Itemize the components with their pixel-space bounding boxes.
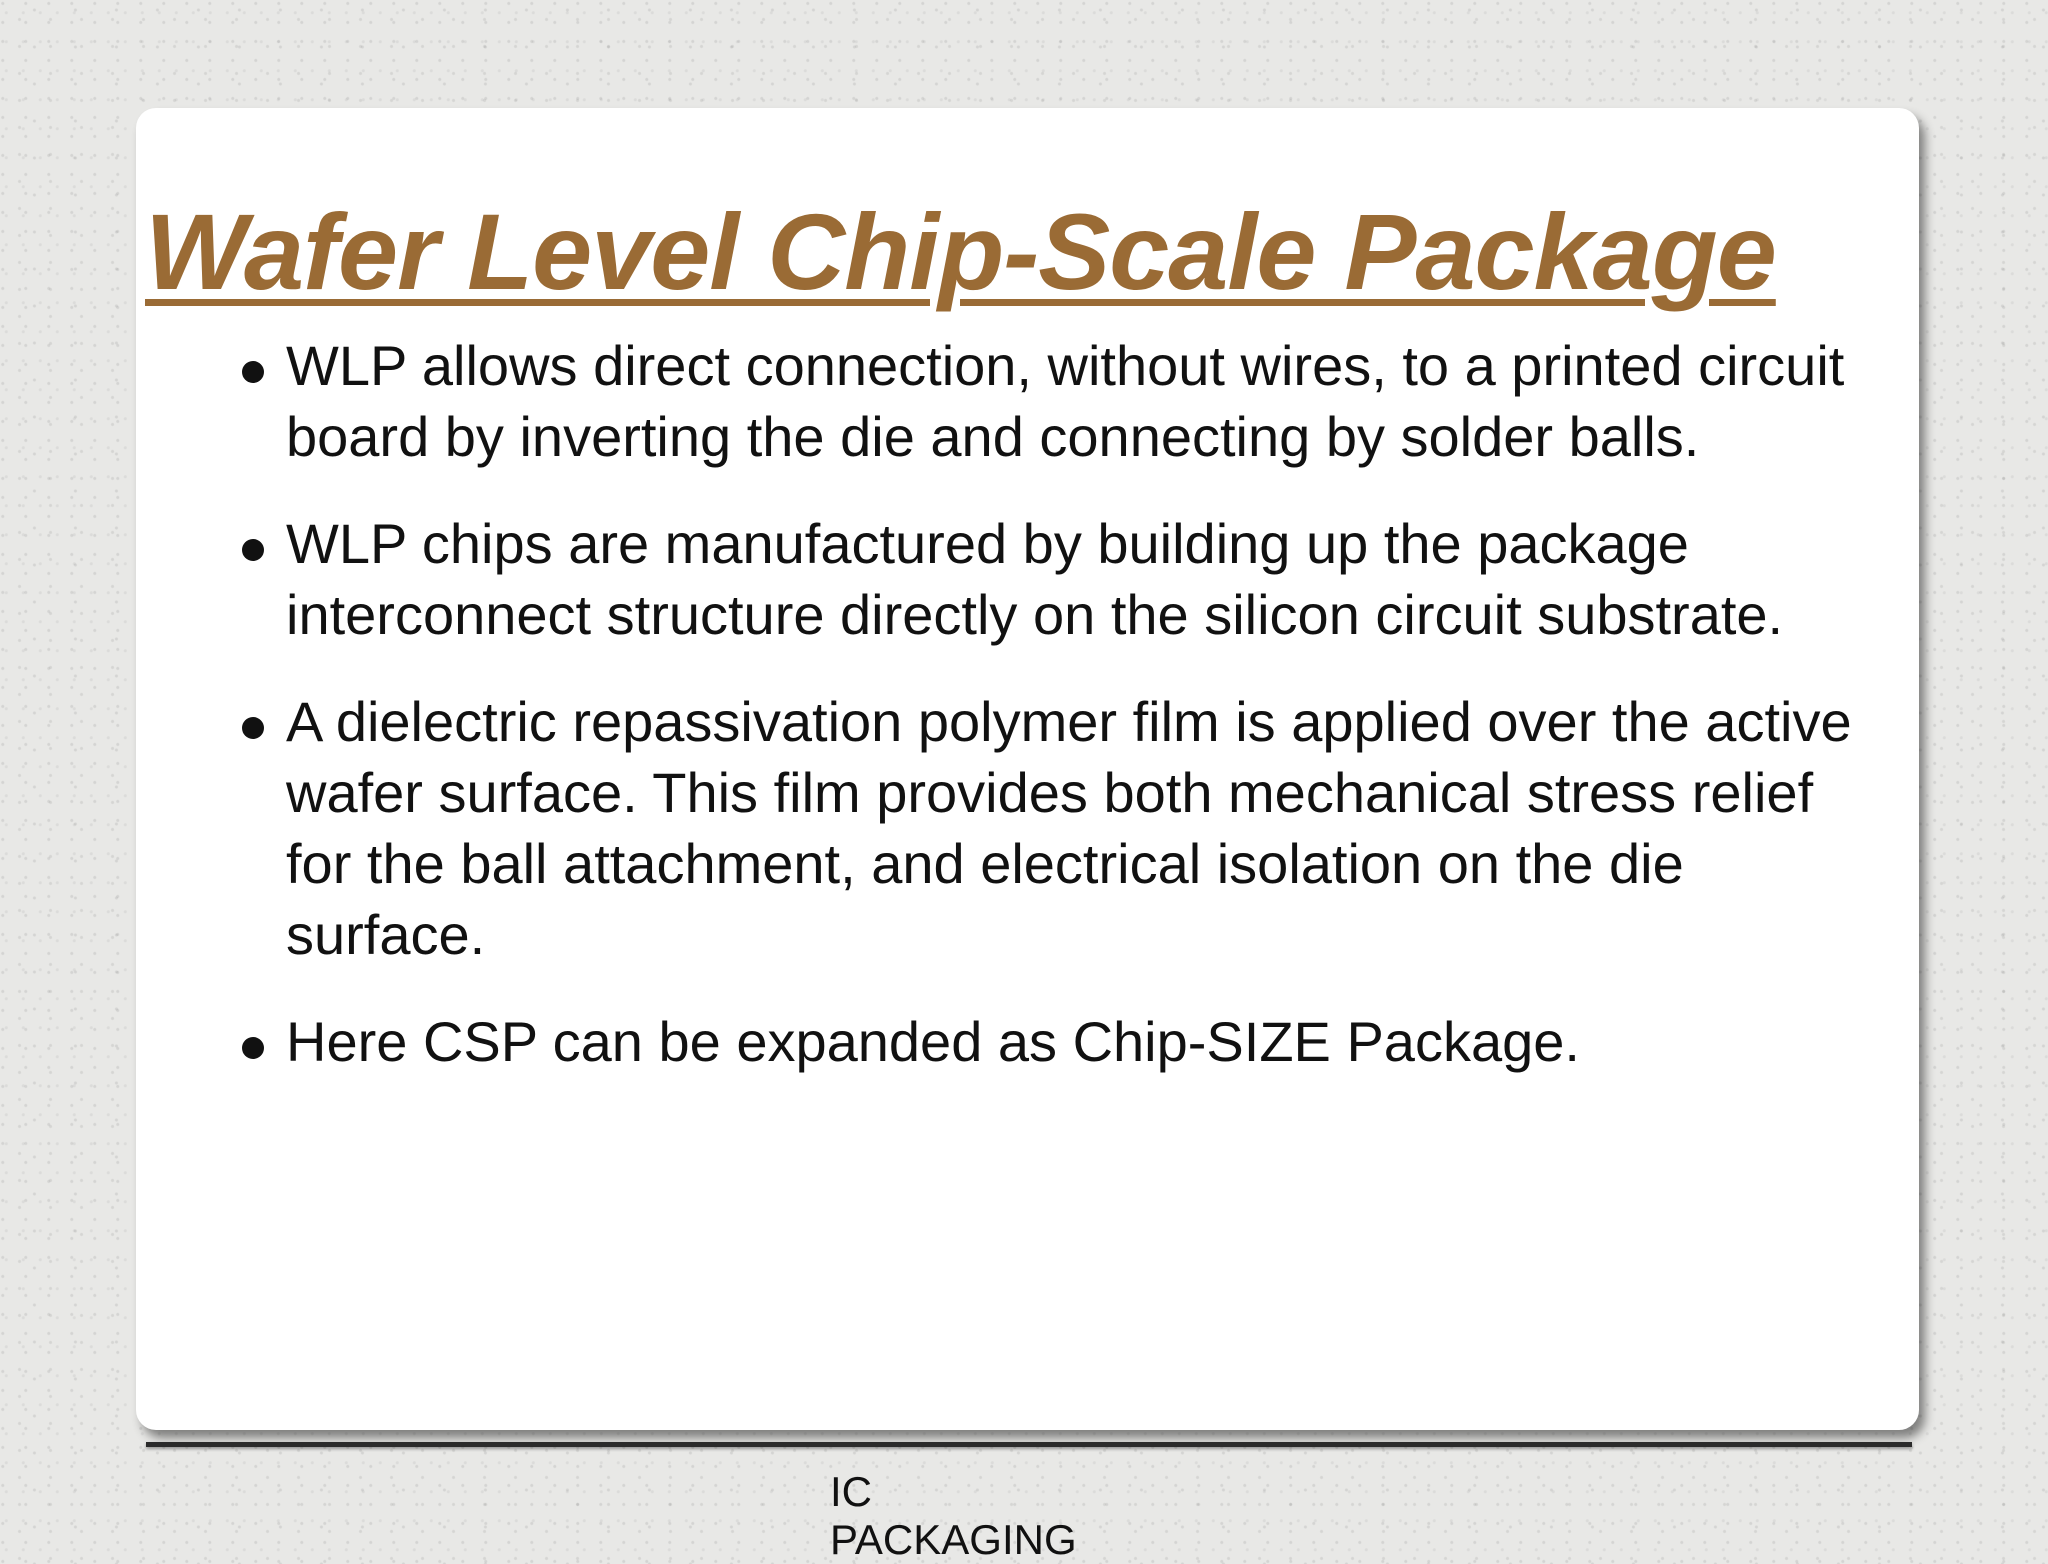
- bullet-item-4: [238, 1006, 1878, 1077]
- bullet-dot-icon: [242, 361, 264, 383]
- bullet-dot-icon: [242, 717, 264, 739]
- slide-title: Wafer Level Chip-Scale Package: [145, 191, 1776, 312]
- bullet-text-2: WLP chips are manufactured by building up the package interconnect structure directly on the silicon circuit substrate.: [286, 512, 1784, 646]
- bullet-item-2: [238, 508, 1878, 650]
- bullet-item-1: [238, 330, 1878, 472]
- bullet-list: [238, 330, 1878, 1113]
- bullet-item-3: [238, 686, 1878, 970]
- bullet-text-4: Here CSP can be expanded as Chip-SIZE Package.: [286, 1010, 1580, 1073]
- footer-label: IC PACKAGING: [830, 1468, 1077, 1563]
- footer-divider: [146, 1442, 1912, 1447]
- bullet-dot-icon: [242, 1037, 264, 1059]
- bullet-text-1: WLP allows direct connection, without wires, to a printed circuit board by inverting the die and connecting by solder balls.: [286, 334, 1845, 468]
- bullet-text-3: A dielectric repassivation polymer film is applied over the active wafer surface. This film provides both mechanical stress relief for the ball attachment, and electrical isolation on the die surface.: [286, 690, 1852, 966]
- bullet-dot-icon: [242, 539, 264, 561]
